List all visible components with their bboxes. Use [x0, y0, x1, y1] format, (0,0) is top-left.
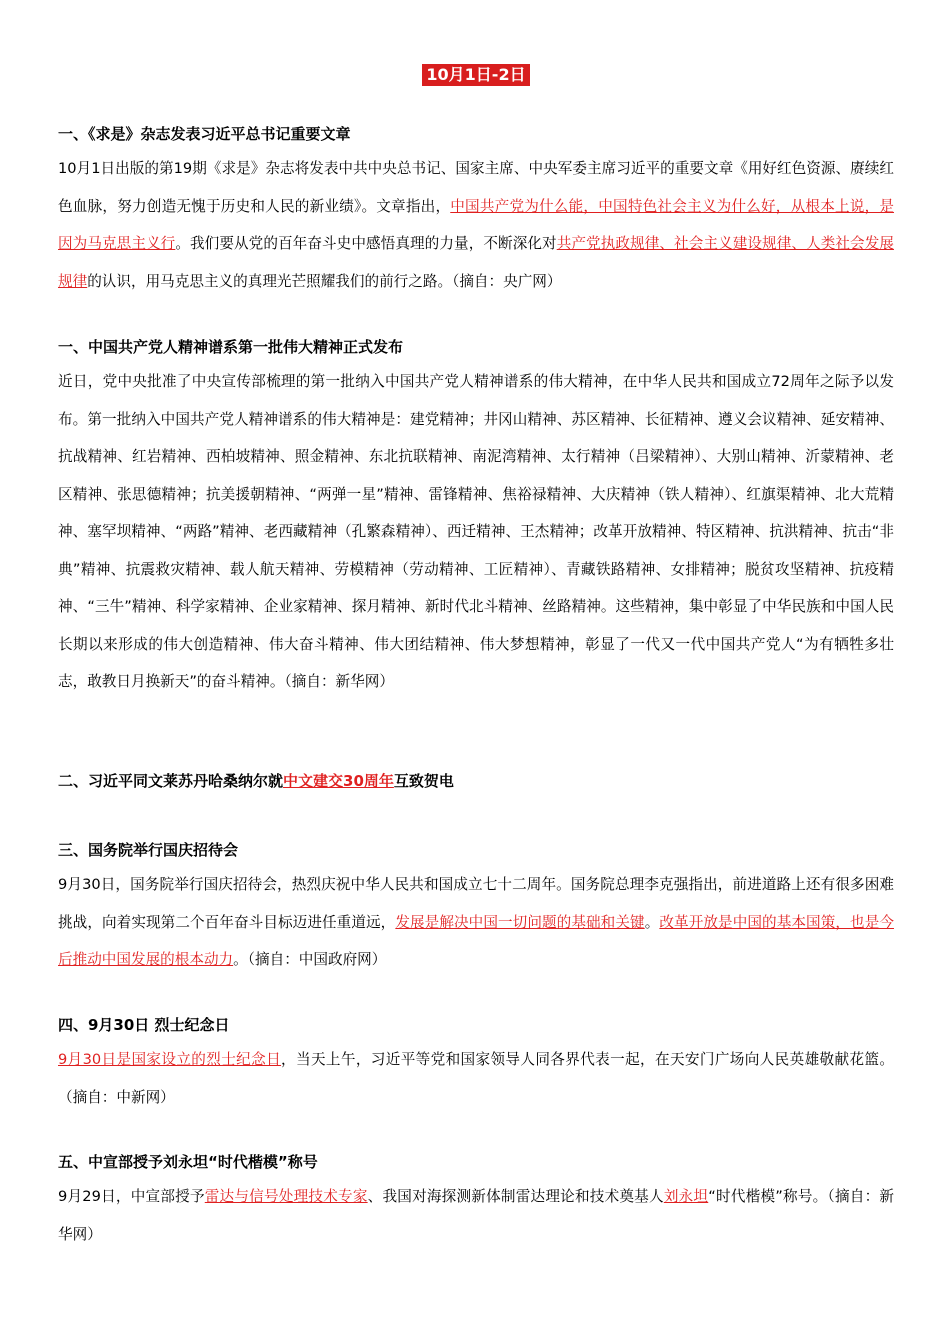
section-heading: 一、中国共产党人精神谱系第一批伟大精神正式发布 — [58, 338, 404, 356]
highlight-text: 发展是解决中国一切问题的基础和关键 — [395, 913, 645, 931]
section-spirit-lineage — [58, 337, 894, 701]
section-heading: 二、习近平同文莱苏丹哈桑纳尔就中文建交30周年互致贺电 — [58, 772, 454, 790]
highlight-text: 共产党执政规律、社会主义建设规律、人类社会发展规律 — [58, 235, 894, 290]
section-heading: 一、《求是》杂志发表习近平总书记重要文章 — [58, 125, 351, 143]
highlight-text: 雷达与信号处理技术专家 — [204, 1188, 368, 1205]
section-body: 10月1日出版的第19期《求是》杂志将发表中共中央总书记、国家主席、中央军委主席习近平的重要文章《用好红色资源、赓续红色血脉，努力创造无愧于历史和人民的新业绩》。文章指出，中国共产党为什么能，中国特色社会主义为什么好，从根本上说，是因为马克思主义行。我们要从党的百年奋斗史中感悟真理的力量，不断深化对共产党执政规律、社会主义建设规律、人类社会发展规律的认识，用马克思主义的真理光芒照耀我们的前行之路。（摘自：央广网） — [58, 160, 894, 290]
section-body: 9月30日是国家设立的烈士纪念日，当天上午，习近平等党和国家领导人同各界代表一起，在天安门广场向人民英雄敬献花篮。（摘自：中新网） — [58, 1051, 894, 1106]
section-state-council-reception — [58, 840, 894, 979]
section-qiushi — [58, 124, 894, 300]
highlight-text: 刘永坦 — [663, 1188, 709, 1205]
section-body: 近日，党中央批准了中央宣传部梳理的第一批纳入中国共产党人精神谱系的伟大精神，在中华人民共和国成立72周年之际予以发布。第一批纳入中国共产党人精神谱系的伟大精神是：建党精神；井冈山精神、苏区精神、长征精神、遵义会议精神、延安精神、抗战精神、红岩精神、西柏坡精神、照金精神、东北抗联精神、南泥湾精神、太行精神（吕梁精神）、大别山精神、沂蒙精神、老区精神、张思德精神；抗美援朝精神、“两弹一星”精神、雷锋精神、焦裕禄精神、大庆精神（铁人精神）、红旗渠精神、北大荒精神、塞罕坝精神、“两路”精神、老西藏精神（孔繁森精神）、西迁精神、王杰精神；改革开放精神、特区精神、抗洪精神、抗击“非典”精神、抗震救灾精神、载人航天精神、劳模精神（劳动精神、工匠精神）、青藏铁路精神、女排精神；脱贫攻坚精神、抗疫精神、“三牛”精神、科学家精神、企业家精神、探月精神、新时代北斗精神、丝路精神。这些精神，集中彰显了中华民族和中国人民长期以来形成的伟大创造精神、伟大奋斗精神、伟大团结精神、伟大梦想精神，彰显了一代又一代中国共产党人“为有牺牲多壮志，敢教日月换新天”的奋斗精神。（摘自：新华网） — [58, 373, 894, 690]
section-role-model — [58, 1152, 894, 1253]
highlight-text: 改革开放是中国的基本国策，也是今后推动中国发展的根本动力 — [58, 913, 894, 968]
highlight-text: 9月30日是国家设立的烈士纪念日 — [58, 1051, 282, 1068]
section-heading: 三、国务院举行国庆招待会 — [58, 841, 239, 859]
section-martyrs-day — [58, 1015, 894, 1116]
section-heading: 五、中宣部授予刘永坦“时代楷模”称号 — [58, 1153, 318, 1171]
highlight-text: 中文建交30周年 — [283, 772, 394, 790]
section-heading: 四、9月30日 烈士纪念日 — [58, 1016, 230, 1034]
highlight-text: 中国共产党为什么能，中国特色社会主义为什么好，从根本上说，是因为马克思主义行 — [58, 197, 894, 252]
section-body: 9月30日，国务院举行国庆招待会，热烈庆祝中华人民共和国成立七十二周年。国务院总理李克强指出，前进道路上还有很多困难挑战，向着实现第二个百年奋斗目标迈进任重道远，发展是解决中国一切问题的基础和关键。改革开放是中国的基本国策，也是今后推动中国发展的根本动力。（摘自：中国政府网） — [58, 876, 894, 968]
section-brunei-greetings — [58, 771, 894, 791]
section-body: 9月29日，中宣部授予雷达与信号处理技术专家、我国对海探测新体制雷达理论和技术奠基人刘永坦“时代楷模”称号。（摘自：新华网） — [58, 1188, 894, 1243]
page-title: 10月1日-2日 — [422, 64, 529, 86]
